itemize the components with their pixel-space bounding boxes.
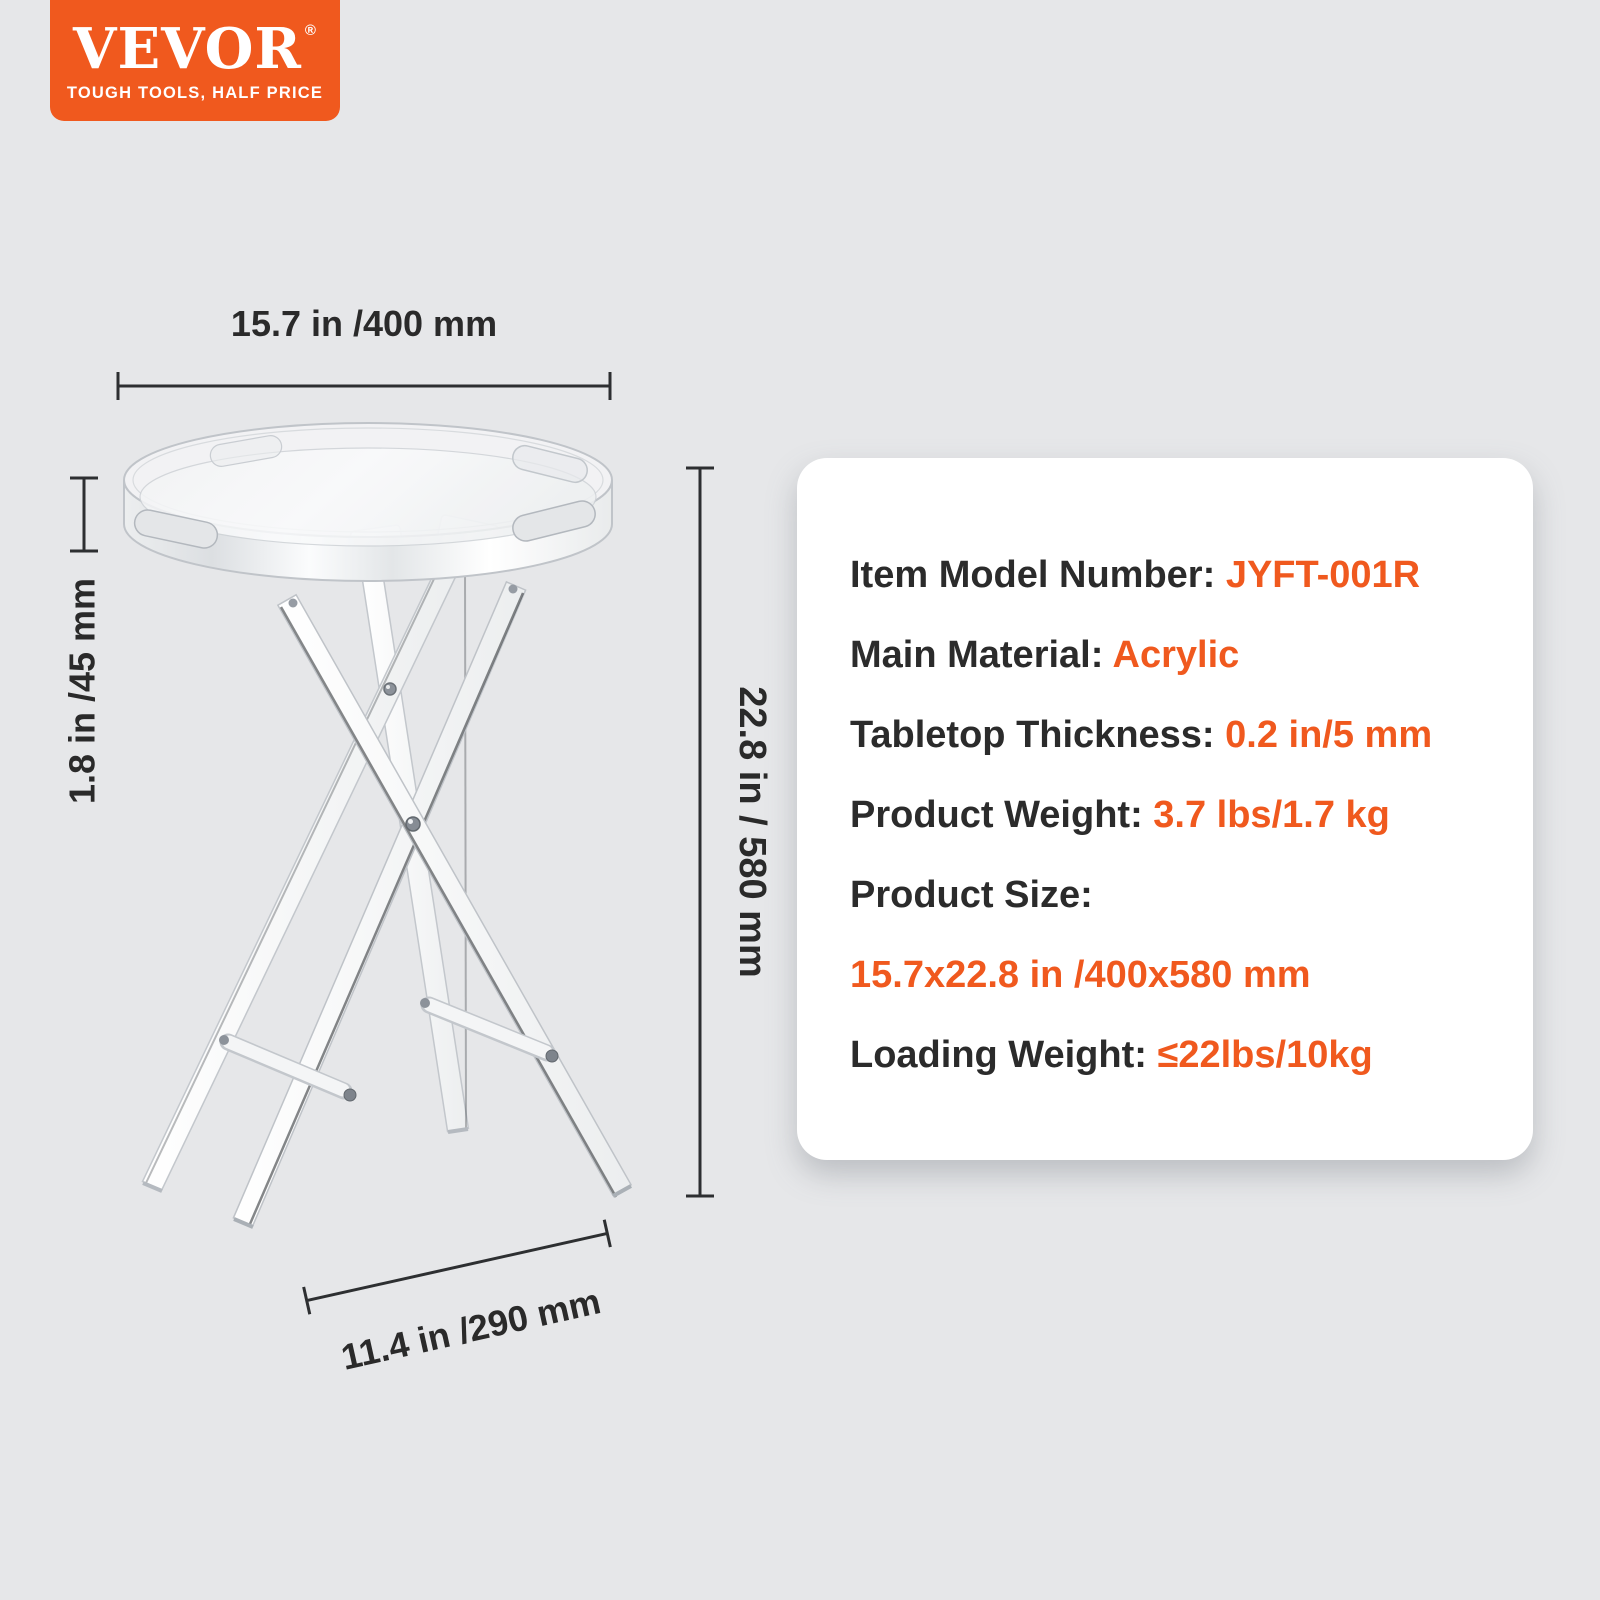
spec-value: 3.7 lbs/1.7 kg (1153, 794, 1390, 836)
dimension-height-label: 22.8 in / 580 mm (731, 686, 773, 978)
hinge-bolt (509, 585, 518, 594)
dimension-width (118, 303, 610, 400)
spec-label: Loading Weight: (850, 1034, 1158, 1076)
hinge-bolt (384, 683, 396, 695)
stretcher-bolt (546, 1050, 558, 1062)
vevor-logo (50, 0, 340, 121)
spec-row-model (850, 535, 1533, 615)
spec-row-thickness (850, 695, 1533, 775)
tray-top (124, 423, 612, 581)
registered-trademark-icon: ® (304, 21, 317, 39)
hinge-bolt (406, 817, 420, 831)
spec-label: Item Model Number: (850, 554, 1226, 596)
dimension-total-height (686, 468, 773, 1196)
spec-row-loading (850, 1015, 1533, 1095)
spec-label: Product Weight: (850, 794, 1154, 836)
dimension-rim-label: 1.8 in /45 mm (61, 577, 103, 805)
brand-name: VEVOR (73, 15, 302, 82)
spec-value: 15.7x22.8 in /400x580 mm (850, 954, 1311, 996)
dimension-feet-spread (304, 1220, 626, 1383)
hinge-bolt (289, 599, 298, 608)
stretcher-bolt (420, 998, 430, 1008)
spec-label: Product Size: (850, 874, 1093, 916)
stretcher-bolt (219, 1035, 229, 1045)
spec-row-size-value (850, 935, 1533, 1015)
dimension-feet-label: 11.4 in /290 mm (337, 1280, 605, 1378)
spec-card (797, 458, 1533, 1160)
stretcher-bars (219, 998, 558, 1101)
product-diagram (0, 280, 780, 1390)
spec-label: Tabletop Thickness: (850, 714, 1226, 756)
spec-value: JYFT-001R (1225, 554, 1421, 596)
spec-value: ≤22lbs/10kg (1157, 1034, 1373, 1076)
spec-row-weight (850, 775, 1533, 855)
spec-value: Acrylic (1112, 634, 1240, 676)
spec-row-material (850, 615, 1533, 695)
spec-value: 0.2 in/5 mm (1225, 714, 1433, 756)
stretcher-bolt (344, 1089, 356, 1101)
dimension-width-label: 15.7 in /400 mm (230, 303, 498, 344)
dimension-rim-height (62, 478, 103, 804)
brand-tagline: TOUGH TOOLS, HALF PRICE (66, 83, 324, 102)
spec-row-size-title (850, 855, 1533, 935)
spec-label: Main Material: (850, 634, 1113, 676)
